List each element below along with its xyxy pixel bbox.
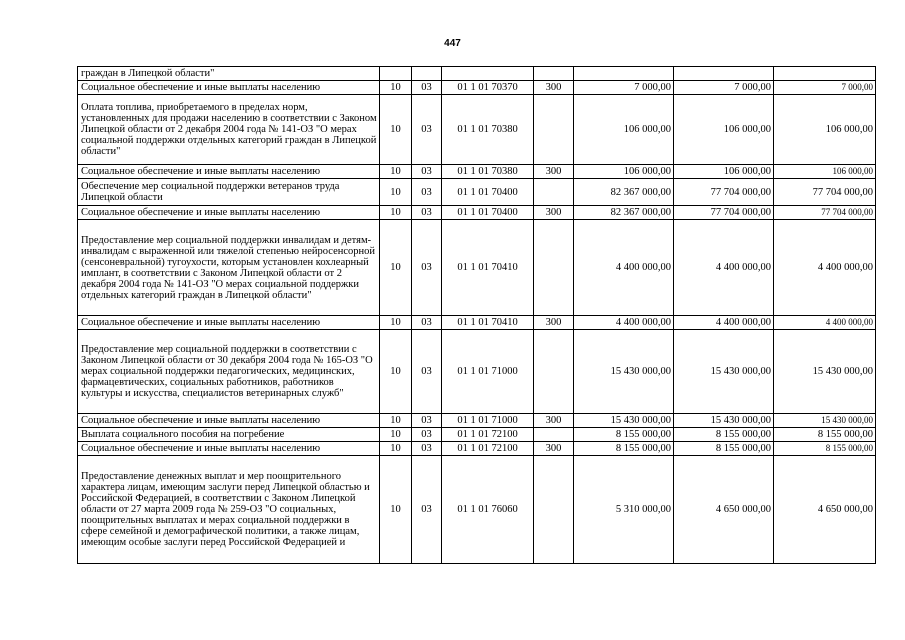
target-article bbox=[442, 67, 534, 81]
target-article: 01 1 01 70410 bbox=[442, 316, 534, 330]
subsection-code: 03 bbox=[412, 165, 442, 179]
amount-year-1: 5 310 000,00 bbox=[574, 456, 674, 564]
budget-table-body bbox=[78, 67, 876, 564]
expense-type bbox=[534, 428, 574, 442]
target-article: 01 1 01 72100 bbox=[442, 428, 534, 442]
row-name: Обеспечение мер социальной поддержки ветеранов труда Липецкой области bbox=[78, 179, 380, 206]
expense-type bbox=[534, 456, 574, 564]
amount-year-2: 77 704 000,00 bbox=[674, 179, 774, 206]
subsection-code: 03 bbox=[412, 442, 442, 456]
amount-year-3: 77 704 000,00 bbox=[774, 179, 876, 206]
section-code: 10 bbox=[380, 428, 412, 442]
amount-year-3: 4 400 000,00 bbox=[774, 220, 876, 316]
row-name: Социальное обеспечение и иные выплаты населению bbox=[78, 414, 380, 428]
section-code: 10 bbox=[380, 330, 412, 414]
amount-year-2: 106 000,00 bbox=[674, 95, 774, 165]
table-row bbox=[78, 456, 876, 564]
expense-type bbox=[534, 179, 574, 206]
row-name: Предоставление мер социальной поддержки инвалидам и детям-инвалидам с выраженной или тяжелой степенью нейросенсорной (сенсоневральной) тугоухости, которым установлен кохлеарный имплант, в соответствии с Законом Липецкой области от 2 декабря 2004 года № 141-ОЗ "О мерах социальной поддержки отдельных категорий граждан в Липецкой области" bbox=[78, 220, 380, 316]
section-code: 10 bbox=[380, 414, 412, 428]
section-code: 10 bbox=[380, 95, 412, 165]
expense-type bbox=[534, 67, 574, 81]
row-name: Выплата социального пособия на погребение bbox=[78, 428, 380, 442]
target-article: 01 1 01 70370 bbox=[442, 81, 534, 95]
page-number: 447 bbox=[444, 38, 461, 49]
expense-type: 300 bbox=[534, 81, 574, 95]
row-name: Социальное обеспечение и иные выплаты населению bbox=[78, 206, 380, 220]
section-code: 10 bbox=[380, 206, 412, 220]
section-code: 10 bbox=[380, 442, 412, 456]
table-row bbox=[78, 316, 876, 330]
amount-year-3: 106 000,00 bbox=[774, 95, 876, 165]
amount-year-3 bbox=[774, 67, 876, 81]
amount-year-1: 4 400 000,00 bbox=[574, 220, 674, 316]
amount-year-2: 106 000,00 bbox=[674, 165, 774, 179]
target-article: 01 1 01 71000 bbox=[442, 330, 534, 414]
amount-year-3: 4 650 000,00 bbox=[774, 456, 876, 564]
expense-type: 300 bbox=[534, 316, 574, 330]
amount-year-3: 8 155 000,00 bbox=[774, 442, 876, 456]
subsection-code: 03 bbox=[412, 220, 442, 316]
amount-year-2: 77 704 000,00 bbox=[674, 206, 774, 220]
row-name: Социальное обеспечение и иные выплаты населению bbox=[78, 316, 380, 330]
section-code: 10 bbox=[380, 316, 412, 330]
expense-type: 300 bbox=[534, 165, 574, 179]
table-row bbox=[78, 206, 876, 220]
table-row bbox=[78, 81, 876, 95]
amount-year-1: 15 430 000,00 bbox=[574, 330, 674, 414]
target-article: 01 1 01 71000 bbox=[442, 414, 534, 428]
expense-type: 300 bbox=[534, 442, 574, 456]
table-row bbox=[78, 67, 876, 81]
subsection-code: 03 bbox=[412, 179, 442, 206]
subsection-code: 03 bbox=[412, 456, 442, 564]
amount-year-1: 106 000,00 bbox=[574, 95, 674, 165]
row-name: Предоставление мер социальной поддержки в соответствии с Законом Липецкой области от 30 декабря 2004 года № 165-ОЗ "О мерах социальной поддержки педагогических, медицинских, фармацевтических, социальных работников, работников культуры и искусства, специалистов ветеринарных служб" bbox=[78, 330, 380, 414]
amount-year-1: 7 000,00 bbox=[574, 81, 674, 95]
amount-year-2: 4 400 000,00 bbox=[674, 316, 774, 330]
amount-year-1: 15 430 000,00 bbox=[574, 414, 674, 428]
section-code: 10 bbox=[380, 81, 412, 95]
expense-type bbox=[534, 95, 574, 165]
amount-year-1 bbox=[574, 67, 674, 81]
table-row bbox=[78, 220, 876, 316]
section-code: 10 bbox=[380, 220, 412, 316]
amount-year-3: 15 430 000,00 bbox=[774, 414, 876, 428]
table-row bbox=[78, 179, 876, 206]
target-article: 01 1 01 70410 bbox=[442, 220, 534, 316]
table-row bbox=[78, 428, 876, 442]
amount-year-2: 4 650 000,00 bbox=[674, 456, 774, 564]
amount-year-1: 82 367 000,00 bbox=[574, 179, 674, 206]
subsection-code: 03 bbox=[412, 81, 442, 95]
budget-table bbox=[77, 66, 876, 564]
section-code: 10 bbox=[380, 179, 412, 206]
amount-year-1: 82 367 000,00 bbox=[574, 206, 674, 220]
amount-year-1: 8 155 000,00 bbox=[574, 428, 674, 442]
row-name: граждан в Липецкой области" bbox=[78, 67, 380, 81]
amount-year-1: 106 000,00 bbox=[574, 165, 674, 179]
section-code: 10 bbox=[380, 456, 412, 564]
subsection-code: 03 bbox=[412, 330, 442, 414]
subsection-code: 03 bbox=[412, 428, 442, 442]
row-name: Социальное обеспечение и иные выплаты населению bbox=[78, 165, 380, 179]
subsection-code: 03 bbox=[412, 95, 442, 165]
amount-year-3: 15 430 000,00 bbox=[774, 330, 876, 414]
amount-year-1: 4 400 000,00 bbox=[574, 316, 674, 330]
table-row bbox=[78, 165, 876, 179]
expense-type: 300 bbox=[534, 206, 574, 220]
amount-year-2: 7 000,00 bbox=[674, 81, 774, 95]
section-code: 10 bbox=[380, 165, 412, 179]
subsection-code: 03 bbox=[412, 206, 442, 220]
target-article: 01 1 01 70380 bbox=[442, 95, 534, 165]
amount-year-2 bbox=[674, 67, 774, 81]
amount-year-2: 4 400 000,00 bbox=[674, 220, 774, 316]
amount-year-2: 15 430 000,00 bbox=[674, 414, 774, 428]
amount-year-3: 4 400 000,00 bbox=[774, 316, 876, 330]
expense-type: 300 bbox=[534, 414, 574, 428]
section-code bbox=[380, 67, 412, 81]
target-article: 01 1 01 70400 bbox=[442, 179, 534, 206]
row-name: Социальное обеспечение и иные выплаты населению bbox=[78, 442, 380, 456]
target-article: 01 1 01 76060 bbox=[442, 456, 534, 564]
table-row bbox=[78, 442, 876, 456]
amount-year-2: 8 155 000,00 bbox=[674, 428, 774, 442]
row-name: Предоставление денежных выплат и мер поощрительного характера лицам, имеющим заслуги перед Липецкой областью и Российской Федерацией, в соответствии с Законом Липецкой области от 27 марта 2009 года № 259-ОЗ "О социальных, поощрительных выплатах и мерах социальной поддержки в сфере семейной и демографической политики, а также лицам, имеющим особые заслуги перед Российской Федерацией и bbox=[78, 456, 380, 564]
target-article: 01 1 01 72100 bbox=[442, 442, 534, 456]
table-row bbox=[78, 330, 876, 414]
row-name: Социальное обеспечение и иные выплаты населению bbox=[78, 81, 380, 95]
target-article: 01 1 01 70400 bbox=[442, 206, 534, 220]
table-row bbox=[78, 414, 876, 428]
subsection-code: 03 bbox=[412, 316, 442, 330]
table-row bbox=[78, 95, 876, 165]
amount-year-3: 7 000,00 bbox=[774, 81, 876, 95]
subsection-code bbox=[412, 67, 442, 81]
target-article: 01 1 01 70380 bbox=[442, 165, 534, 179]
amount-year-3: 77 704 000,00 bbox=[774, 206, 876, 220]
row-name: Оплата топлива, приобретаемого в пределах норм, установленных для продажи населению в соответствии с Законом Липецкой области от 2 декабря 2004 года № 141-ОЗ "О мерах социальной поддержки отдельных категорий граждан в Липецкой области" bbox=[78, 95, 380, 165]
amount-year-3: 106 000,00 bbox=[774, 165, 876, 179]
amount-year-1: 8 155 000,00 bbox=[574, 442, 674, 456]
subsection-code: 03 bbox=[412, 414, 442, 428]
expense-type bbox=[534, 220, 574, 316]
amount-year-2: 8 155 000,00 bbox=[674, 442, 774, 456]
amount-year-3: 8 155 000,00 bbox=[774, 428, 876, 442]
expense-type bbox=[534, 330, 574, 414]
amount-year-2: 15 430 000,00 bbox=[674, 330, 774, 414]
